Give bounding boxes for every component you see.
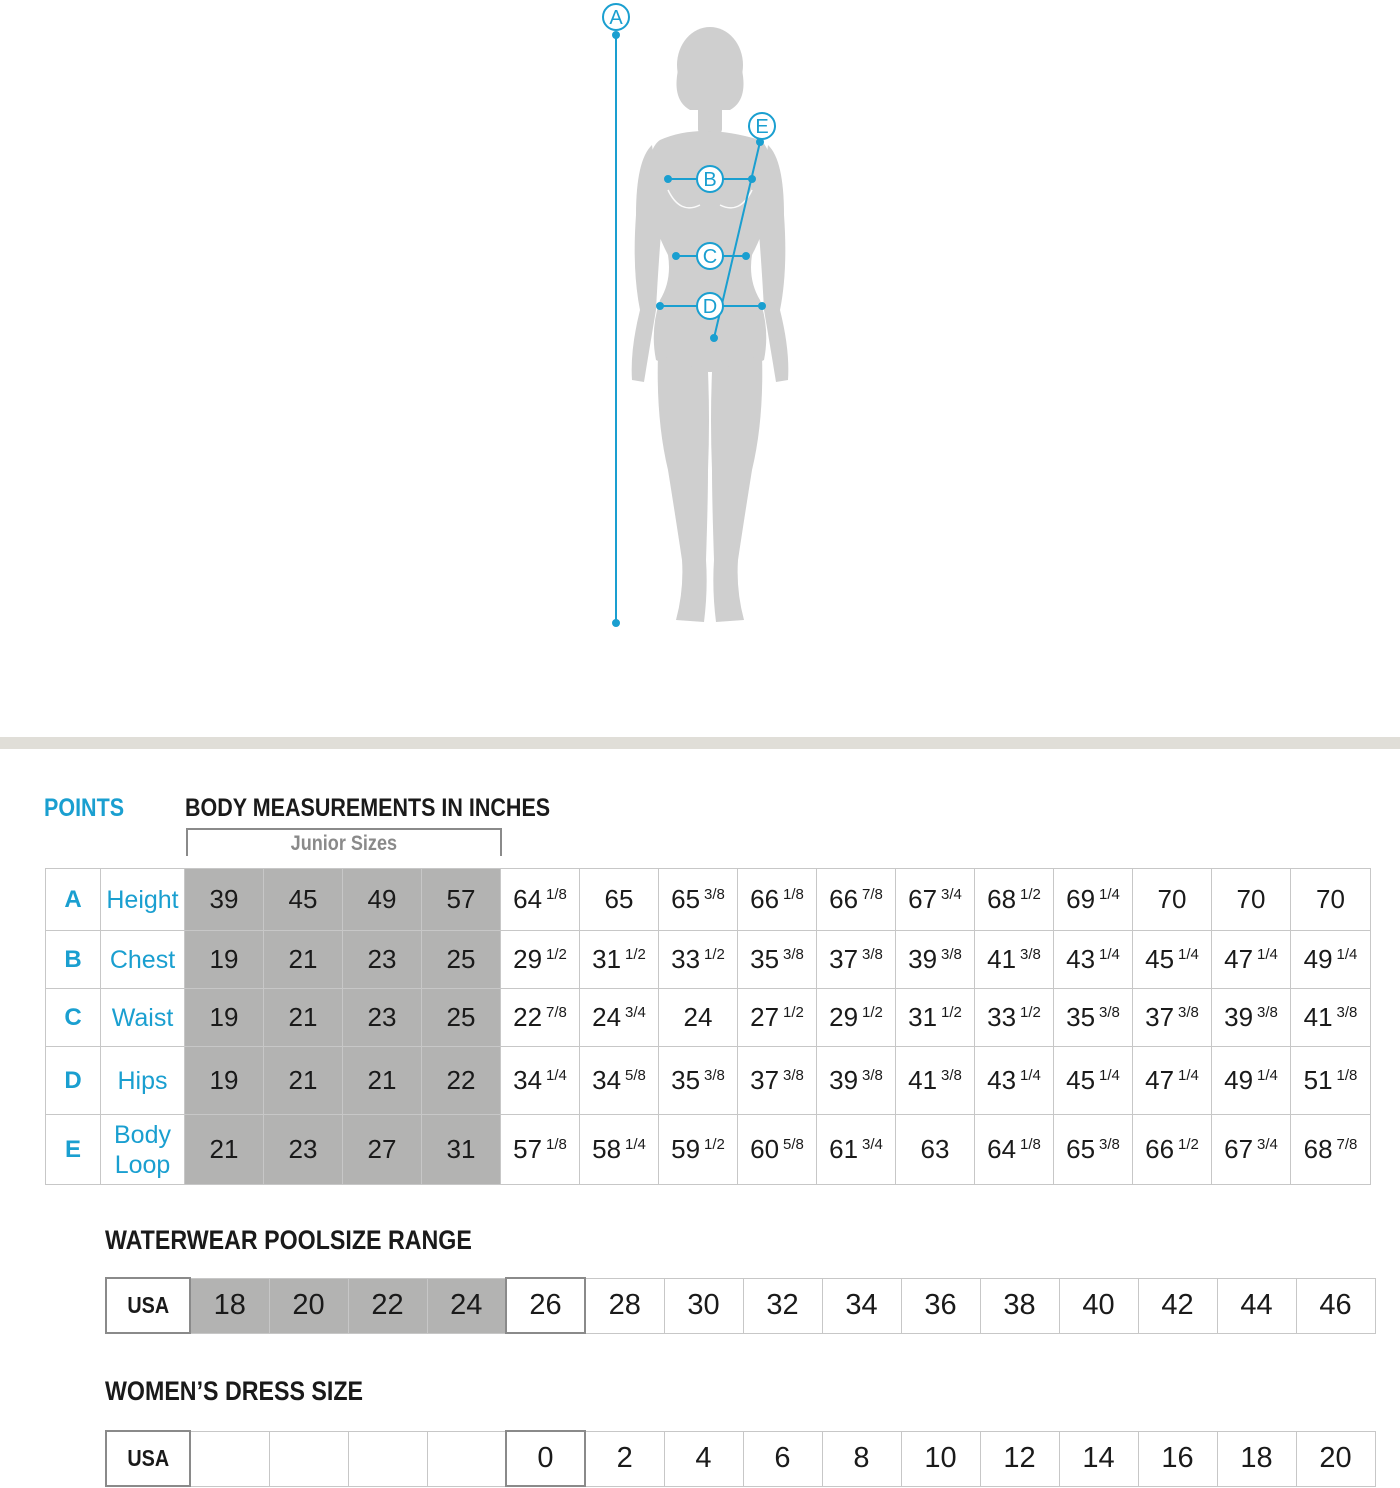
measurement-whole: 41 [1303,1002,1333,1032]
measurement-row [46,869,1371,931]
measurement-cell [580,1047,659,1115]
measurement-whole: 35 [1066,1002,1096,1032]
measurement-cell [738,931,817,989]
measurement-cell [501,869,580,931]
measurement-whole: 66 [829,884,859,914]
measurement-cell [975,1115,1054,1185]
measurement-cell [264,989,343,1047]
measurement-fraction: 1/4 [1020,1067,1041,1084]
measurement-cell [185,989,264,1047]
measurement-cell [659,1047,738,1115]
measurement-fraction: 1/2 [546,946,567,963]
measurement-fraction: 1/4 [1336,946,1358,963]
measurement-fraction: 3/8 [1099,1004,1120,1021]
size-cell [427,1431,506,1486]
measurement-whole: 39 [829,1065,859,1095]
measurement-fraction: 1/4 [1257,946,1278,963]
measurement-fraction: 1/2 [704,946,725,963]
measurement-whole: 33 [987,1002,1017,1032]
junior-sizes-bracket [186,828,502,856]
measurement-cell [1212,869,1291,931]
size-cell: 24 [427,1278,506,1333]
measurement-cell [1133,1115,1212,1185]
measurement-fraction: 1/2 [783,1004,804,1021]
measurement-fraction: 1/8 [546,886,567,903]
measurement-whole: 45 [288,884,318,914]
measurement-label: Waist [101,989,185,1047]
measurement-cell [1133,869,1212,931]
measurement-whole: 21 [367,1065,397,1095]
measurement-whole: 65 [1066,1134,1096,1164]
measurement-fraction: 1/4 [1099,886,1120,903]
measurement-row [46,1115,1371,1185]
measurement-cell [1054,989,1133,1047]
measurement-cell [896,989,975,1047]
measurement-whole: 25 [446,944,476,974]
svg-text:C: C [702,246,718,268]
size-cell: 14 [1059,1431,1138,1486]
measurement-whole: 21 [288,1065,318,1095]
junior-sizes-label: Junior Sizes [290,832,398,855]
measurement-cell [1291,1047,1371,1115]
point-letter: C [46,989,101,1047]
measurement-whole: 64 [987,1134,1017,1164]
measurement-cell [501,989,580,1047]
measurement-whole: 43 [987,1065,1017,1095]
measurement-fraction: 1/4 [1099,946,1120,963]
size-cell: 10 [901,1431,980,1486]
poolsize-table [105,1277,1376,1334]
measurement-cell [659,869,738,931]
measurement-whole: 65 [604,884,634,914]
measurement-fraction: 3/8 [1178,1004,1199,1021]
measurement-cell [975,869,1054,931]
measurement-cell [1291,931,1371,989]
measurement-cell [738,1115,817,1185]
measurement-whole: 35 [750,944,780,974]
point-letter: B [46,931,101,989]
measurement-fraction: 3/8 [941,946,962,963]
measurement-whole: 70 [1236,884,1266,914]
size-cell: 44 [1217,1278,1296,1333]
measurement-cell [817,931,896,989]
measurement-fraction: 1/2 [862,1004,883,1021]
measurement-whole: 69 [1066,884,1096,914]
measurement-fraction: 3/4 [862,1136,883,1153]
size-cell: 30 [664,1278,743,1333]
size-cell: 12 [980,1431,1059,1486]
measurement-whole: 65 [671,884,701,914]
measurement-whole: 29 [513,944,543,974]
measurement-whole: 45 [1145,944,1175,974]
measurement-whole: 58 [592,1134,622,1164]
measurement-fraction: 3/8 [783,946,804,963]
measurement-fraction: 1/4 [1178,1067,1199,1084]
svg-text:B: B [703,169,717,191]
measurement-whole: 19 [209,1002,239,1032]
measurement-fraction: 1/4 [1178,946,1199,963]
country-label: USA [106,1431,190,1486]
measurement-label: Body Loop [101,1115,185,1185]
points-heading: POINTS [44,794,125,822]
measurement-cell [1291,989,1371,1047]
measurement-whole: 27 [750,1002,780,1032]
measurement-fraction: 1/4 [1257,1067,1278,1084]
measurement-fraction: 7/8 [1336,1136,1358,1153]
measurement-whole: 51 [1303,1065,1333,1095]
measurement-whole: 64 [513,884,543,914]
measurement-cell [422,989,501,1047]
measurement-whole: 57 [446,884,476,914]
measurement-cell [1133,989,1212,1047]
measurement-cell [422,1047,501,1115]
measurement-fraction: 3/8 [704,886,725,903]
point-letter: E [46,1115,101,1185]
measurement-fraction: 1/4 [546,1067,567,1084]
measurement-fraction: 3/8 [1257,1004,1278,1021]
body-measurements-table [45,868,1371,1185]
measurement-whole: 67 [908,884,938,914]
measurement-whole: 66 [750,884,780,914]
measurement-fraction: 3/8 [1020,946,1041,963]
measurement-cell [659,989,738,1047]
measurement-cell [659,931,738,989]
measurement-whole: 47 [1224,944,1254,974]
point-b-marker [697,166,723,192]
measurement-whole: 24 [683,1002,713,1032]
svg-text:A: A [609,7,623,29]
measurement-whole: 22 [513,1002,543,1032]
size-cell [348,1431,427,1486]
measurement-fraction: 3/8 [1336,1004,1358,1021]
measurement-fraction: 1/8 [1020,1136,1041,1153]
country-label: USA [106,1278,190,1333]
measurement-cell [817,869,896,931]
measurement-cell [1212,1115,1291,1185]
measurement-whole: 39 [908,944,938,974]
measurement-fraction: 1/4 [1099,1067,1120,1084]
measurement-fraction: 5/8 [783,1136,804,1153]
measurement-fraction: 7/8 [546,1004,567,1021]
measurement-fraction: 7/8 [862,886,883,903]
measurement-cell [738,989,817,1047]
measurement-whole: 49 [1303,944,1333,974]
measurement-whole: 22 [446,1065,476,1095]
measurement-whole: 19 [209,944,239,974]
measurement-whole: 43 [1066,944,1096,974]
measurement-cell [264,1047,343,1115]
measurement-fraction: 1/2 [1178,1136,1199,1153]
measurement-label: Chest [101,931,185,989]
measurement-whole: 37 [750,1065,780,1095]
size-cell [190,1431,269,1486]
measurement-whole: 21 [288,1002,318,1032]
svg-text:E: E [755,116,769,138]
measurement-whole: 21 [288,944,318,974]
point-letter: A [46,869,101,931]
measurement-cell [580,989,659,1047]
size-cell: 34 [822,1278,901,1333]
measurement-cell [580,869,659,931]
measurement-whole: 67 [1224,1134,1254,1164]
measurement-whole: 23 [367,944,397,974]
measurement-fraction: 1/8 [546,1136,567,1153]
body-measurements-heading: BODY MEASUREMENTS IN INCHES [185,794,551,822]
size-cell: 16 [1138,1431,1217,1486]
measurement-whole: 41 [987,944,1017,974]
body-figure [0,0,1400,740]
measurement-cell [185,869,264,931]
measurement-whole: 37 [829,944,859,974]
measurement-cell [975,1047,1054,1115]
measurement-whole: 23 [288,1134,318,1164]
size-cell: 18 [1217,1431,1296,1486]
poolsize-heading: WATERWEAR POOLSIZE RANGE [105,1225,472,1255]
measurement-cell [580,1115,659,1185]
measurement-cell [896,1115,975,1185]
dress-size-table [105,1430,1376,1487]
measurement-whole: 49 [367,884,397,914]
size-cell: 20 [1296,1431,1375,1486]
size-cell [269,1431,348,1486]
measurement-cell [1054,1047,1133,1115]
measurement-whole: 34 [592,1065,622,1095]
measurement-cell [1054,869,1133,931]
measurement-whole: 37 [1145,1002,1175,1032]
measurement-cell [264,869,343,931]
measurement-cell [817,1047,896,1115]
section-divider [0,737,1400,749]
measurement-whole: 63 [920,1134,950,1164]
measurement-fraction: 1/8 [1336,1067,1358,1084]
measurement-cell [975,931,1054,989]
size-cell: 28 [585,1278,664,1333]
measurement-fraction: 3/4 [625,1004,646,1021]
measurement-whole: 23 [367,1002,397,1032]
measurement-whole: 31 [592,944,622,974]
measurement-whole: 24 [592,1002,622,1032]
measurement-fraction: 1/2 [941,1004,962,1021]
measurement-whole: 27 [367,1134,397,1164]
measurement-cell [343,869,422,931]
measurement-cell [1212,1047,1291,1115]
measurement-cell [1133,931,1212,989]
size-cell: 20 [269,1278,348,1333]
size-cell: 40 [1059,1278,1138,1333]
measurement-cell [185,1047,264,1115]
measurement-cell [1291,869,1371,931]
measurement-cell [343,1047,422,1115]
measurement-cell [501,1047,580,1115]
measurement-cell [422,869,501,931]
measurement-whole: 68 [1303,1134,1333,1164]
measurement-fraction: 1/2 [704,1136,725,1153]
size-cell: 26 [506,1278,585,1333]
measurement-cell [1212,989,1291,1047]
measurement-fraction: 3/4 [1257,1136,1278,1153]
point-letter: D [46,1047,101,1115]
measurement-whole: 41 [908,1065,938,1095]
size-cell: 4 [664,1431,743,1486]
measurement-whole: 61 [829,1134,859,1164]
measurement-whole: 21 [209,1134,239,1164]
measurement-whole: 34 [513,1065,543,1095]
measurement-whole: 47 [1145,1065,1175,1095]
measurement-cell [501,931,580,989]
size-cell: 32 [743,1278,822,1333]
size-cell: 0 [506,1431,585,1486]
point-d-marker [697,293,723,319]
measurement-cell [343,989,422,1047]
measurement-cell [817,1115,896,1185]
size-cell: 42 [1138,1278,1217,1333]
measurement-cell [501,1115,580,1185]
point-c-marker [697,243,723,269]
measurement-cell [738,869,817,931]
point-e-marker [749,113,775,139]
size-cell: 2 [585,1431,664,1486]
point-a-marker [603,4,629,30]
measurement-cell [422,1115,501,1185]
measurement-fraction: 1/4 [625,1136,646,1153]
dress-size-heading: WOMEN’S DRESS SIZE [105,1376,364,1406]
measurement-cell [1291,1115,1371,1185]
measurement-fraction: 3/8 [862,1067,883,1084]
size-cell: 6 [743,1431,822,1486]
measurement-cell [185,1115,264,1185]
measurement-whole: 45 [1066,1065,1096,1095]
measurement-whole: 60 [750,1134,780,1164]
measurement-fraction: 1/2 [625,946,646,963]
svg-text:D: D [702,296,718,318]
measurement-cell [343,931,422,989]
size-cell: 36 [901,1278,980,1333]
measurement-whole: 68 [987,884,1017,914]
measurement-fraction: 3/8 [783,1067,804,1084]
size-cell: 8 [822,1431,901,1486]
measurement-fraction: 3/8 [704,1067,725,1084]
measurement-label: Hips [101,1047,185,1115]
size-cell: 38 [980,1278,1059,1333]
measurement-whole: 39 [209,884,239,914]
measurement-whole: 39 [1224,1002,1254,1032]
size-cell: 18 [190,1278,269,1333]
measurement-whole: 59 [671,1134,701,1164]
measurement-row [46,1047,1371,1115]
body-silhouette-diagram [0,0,1400,740]
measurement-row [46,989,1371,1047]
size-cell: 46 [1296,1278,1375,1333]
measurement-cell [264,1115,343,1185]
measurement-whole: 19 [209,1065,239,1095]
poolsize-row [106,1278,1375,1333]
measurement-row [46,931,1371,989]
measurement-cell [185,931,264,989]
measurement-cell [1054,1115,1133,1185]
measurement-cell [264,931,343,989]
measurement-cell [738,1047,817,1115]
measurement-whole: 25 [446,1002,476,1032]
measurement-cell [896,869,975,931]
measurement-whole: 29 [829,1002,859,1032]
measurement-cell [659,1115,738,1185]
measurement-whole: 70 [1316,884,1345,914]
measurement-fraction: 3/8 [941,1067,962,1084]
measurement-cell [580,931,659,989]
measurement-whole: 33 [671,944,701,974]
measurement-whole: 57 [513,1134,543,1164]
measurement-cell [1212,931,1291,989]
dress-size-row [106,1431,1375,1486]
measurement-whole: 35 [671,1065,701,1095]
measurement-whole: 31 [446,1134,476,1164]
measurement-fraction: 3/8 [862,946,883,963]
measurement-fraction: 5/8 [625,1067,646,1084]
measurement-cell [343,1115,422,1185]
measurement-cell [1133,1047,1212,1115]
measurement-whole: 70 [1157,884,1187,914]
measurement-cell [896,931,975,989]
measurement-cell [1054,931,1133,989]
measurement-whole: 31 [908,1002,938,1032]
measurement-whole: 66 [1145,1134,1175,1164]
measurement-cell [975,989,1054,1047]
measurement-fraction: 1/2 [1020,886,1041,903]
measurement-whole: 49 [1224,1065,1254,1095]
size-cell: 22 [348,1278,427,1333]
measurement-label: Height [101,869,185,931]
measurement-fraction: 3/4 [941,886,962,903]
measurement-fraction: 3/8 [1099,1136,1120,1153]
measurement-fraction: 1/8 [783,886,804,903]
measurement-cell [817,989,896,1047]
measurement-cell [422,931,501,989]
measurement-cell [896,1047,975,1115]
measurement-fraction: 1/2 [1020,1004,1041,1021]
